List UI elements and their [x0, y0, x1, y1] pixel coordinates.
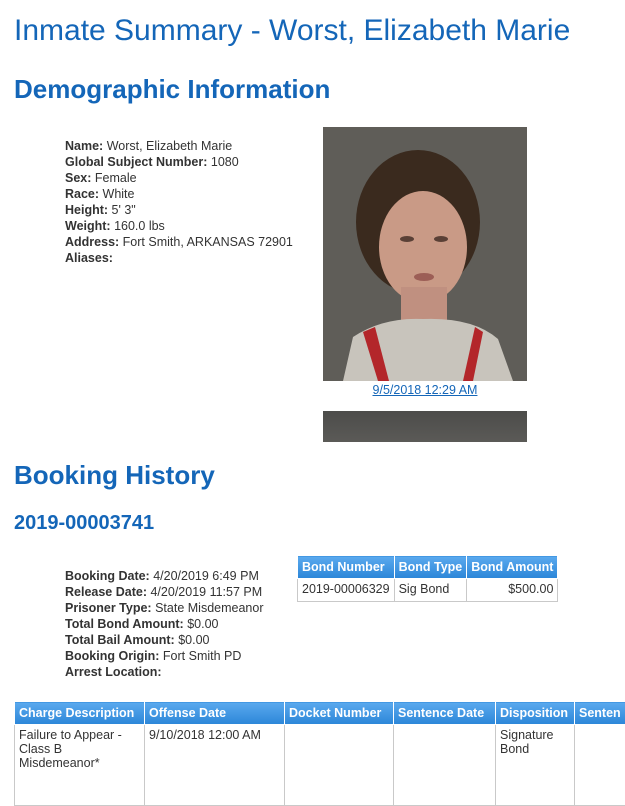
subject-number-row: Global Subject Number: 1080: [65, 154, 293, 170]
demographic-heading: Demographic Information: [14, 74, 330, 105]
disposition-cell: Signature Bond: [496, 725, 575, 806]
bond-type-header[interactable]: Bond Type: [394, 556, 467, 579]
total-bail-row: Total Bail Amount: $0.00: [65, 632, 263, 648]
charge-description-header[interactable]: Charge Description: [15, 702, 145, 725]
aliases-row: Aliases:: [65, 250, 293, 266]
disposition-header[interactable]: Disposition: [496, 702, 575, 725]
page-title: Inmate Summary - Worst, Elizabeth Marie: [14, 14, 570, 48]
arrest-location-row: Arrest Location:: [65, 664, 263, 680]
offense-date-cell: 9/10/2018 12:00 AM: [145, 725, 285, 806]
offense-date-header[interactable]: Offense Date: [145, 702, 285, 725]
address-row: Address: Fort Smith, ARKANSAS 72901: [65, 234, 293, 250]
booking-number-heading: 2019-00003741: [14, 512, 154, 535]
release-date-row: Release Date: 4/20/2019 11:57 PM: [65, 584, 263, 600]
booking-photo-image: [323, 127, 527, 381]
table-row: [15, 725, 625, 806]
secondary-photo[interactable]: [323, 411, 527, 442]
sentence-header[interactable]: Senten: [575, 702, 625, 725]
sentence-cell: [575, 725, 625, 806]
booking-origin-row: Booking Origin: Fort Smith PD: [65, 648, 263, 664]
booking-date-row: Booking Date: 4/20/2019 6:49 PM: [65, 568, 263, 584]
prisoner-type-row: Prisoner Type: State Misdemeanor: [65, 600, 263, 616]
bond-amount-cell: $500.00: [467, 579, 558, 602]
height-row: Height: 5' 3": [65, 202, 293, 218]
bond-table-header-row: [298, 556, 558, 579]
booking-history-heading: Booking History: [14, 460, 215, 491]
photo-date-link[interactable]: 9/5/2018 12:29 AM: [323, 383, 527, 397]
name-row: Name: Worst, Elizabeth Marie: [65, 138, 293, 154]
docket-number-cell: [285, 725, 394, 806]
table-row: [298, 579, 558, 602]
sex-row: Sex: Female: [65, 170, 293, 186]
demographic-info: [65, 138, 293, 266]
bond-type-cell: Sig Bond: [394, 579, 467, 602]
race-row: Race: White: [65, 186, 293, 202]
bond-number-header[interactable]: Bond Number: [298, 556, 395, 579]
weight-row: Weight: 160.0 lbs: [65, 218, 293, 234]
booking-info: [65, 568, 263, 680]
docket-number-header[interactable]: Docket Number: [285, 702, 394, 725]
sentence-date-header[interactable]: Sentence Date: [394, 702, 496, 725]
sentence-date-cell: [394, 725, 496, 806]
bond-amount-header[interactable]: Bond Amount: [467, 556, 558, 579]
total-bond-row: Total Bond Amount: $0.00: [65, 616, 263, 632]
bond-table: [297, 555, 558, 602]
charge-table-header-row: [15, 702, 625, 725]
charge-table: [14, 701, 625, 806]
charge-description-cell: Failure to Appear - Class B Misdemeanor*: [15, 725, 145, 806]
booking-photo[interactable]: [323, 127, 527, 381]
bond-number-cell: 2019-00006329: [298, 579, 395, 602]
